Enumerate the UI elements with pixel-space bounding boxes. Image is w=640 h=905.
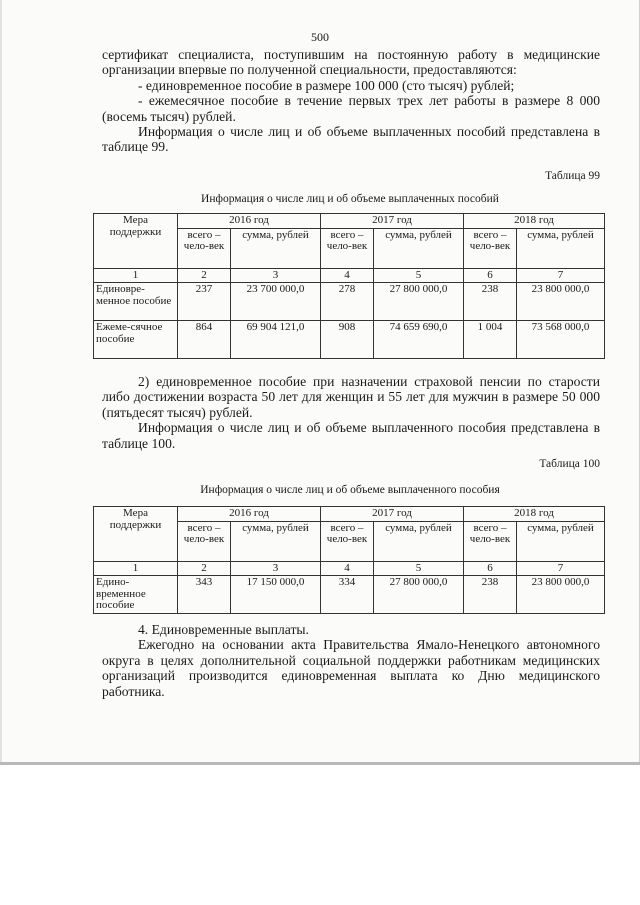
row-label: Ежеме-сячное пособие xyxy=(94,321,178,359)
table-header-row xyxy=(94,214,605,229)
header-year: 2018 год xyxy=(464,214,605,229)
subheader-sum: сумма, рублей xyxy=(231,228,321,268)
row-label: Едино-временное пособие xyxy=(94,576,178,614)
cell-sum: 23 800 000,0 xyxy=(517,576,605,614)
cell-count: 238 xyxy=(464,283,517,321)
header-year: 2018 год xyxy=(464,507,605,522)
table-100 xyxy=(93,506,605,614)
header-year: 2017 год xyxy=(321,214,464,229)
closing-section xyxy=(102,622,600,699)
col-number: 5 xyxy=(374,268,464,283)
cell-count: 237 xyxy=(178,283,231,321)
col-number: 2 xyxy=(178,561,231,576)
col-number: 7 xyxy=(517,561,605,576)
subheader-count: всего – чело-век xyxy=(321,228,374,268)
table-row xyxy=(94,576,605,614)
subheader-sum: сумма, рублей xyxy=(231,521,321,561)
col-number: 5 xyxy=(374,561,464,576)
table-header-row xyxy=(94,507,605,522)
cell-sum: 17 150 000,0 xyxy=(231,576,321,614)
cell-sum: 27 800 000,0 xyxy=(374,576,464,614)
cell-count: 1 004 xyxy=(464,321,517,359)
table-row xyxy=(94,283,605,321)
bullet-monthly: - ежемесячное пособие в течение первых трех лет работы в размере 8 000 (восемь тысяч) рублей. xyxy=(102,93,600,124)
middle-section xyxy=(102,374,600,451)
subheader-sum: сумма, рублей xyxy=(517,521,605,561)
table99-caption: Таблица 99 xyxy=(545,170,600,182)
cell-count: 334 xyxy=(321,576,374,614)
section-heading: 4. Единовременные выплаты. xyxy=(138,622,309,637)
cell-sum: 74 659 690,0 xyxy=(374,321,464,359)
cell-count: 343 xyxy=(178,576,231,614)
col-number: 7 xyxy=(517,268,605,283)
table99-title: Информация о числе лиц и об объеме выплаченных пособий xyxy=(201,193,499,205)
subheader-sum: сумма, рублей xyxy=(517,228,605,268)
cell-count: 238 xyxy=(464,576,517,614)
header-year: 2017 год xyxy=(321,507,464,522)
cell-sum: 73 568 000,0 xyxy=(517,321,605,359)
cell-count: 908 xyxy=(321,321,374,359)
intro-paragraph: сертификат специалиста, поступившим на постоянную работу в медицинские организации впервые по полученной специальности, предоставляются: xyxy=(102,47,600,78)
col-number: 3 xyxy=(231,561,321,576)
subheader-count: всего – чело-век xyxy=(321,521,374,561)
col-number: 3 xyxy=(231,268,321,283)
col-number: 2 xyxy=(178,268,231,283)
column-number-row xyxy=(94,561,605,576)
col-number: 1 xyxy=(94,268,178,283)
subheader-count: всего – чело-век xyxy=(178,521,231,561)
pension-paragraph: 2) единовременное пособие при назначении страховой пенсии по старости либо достижении возраста 50 лет для женщин и 55 лет для мужчин в размере 50 000 (пятьдесят тысяч) рублей. xyxy=(102,374,600,420)
col-number: 4 xyxy=(321,268,374,283)
subheader-count: всего – чело-век xyxy=(464,521,517,561)
cell-sum: 69 904 121,0 xyxy=(231,321,321,359)
header-year: 2016 год xyxy=(178,214,321,229)
bullet-lump-sum: - единовременное пособие в размере 100 000 (сто тысяч) рублей; xyxy=(138,77,515,93)
col-number: 1 xyxy=(94,561,178,576)
cell-count: 278 xyxy=(321,283,374,321)
col-number: 4 xyxy=(321,561,374,576)
info-paragraph-99: Информация о числе лиц и об объеме выплаченных пособий представлена в таблице 99. xyxy=(102,124,600,155)
page-number: 500 xyxy=(311,30,329,44)
intro-section xyxy=(102,47,600,155)
header-measure: Мера поддержки xyxy=(94,214,178,269)
table-99 xyxy=(93,213,605,359)
closing-paragraph: Ежегодно на основании акта Правительства Ямало-Ненецкого автономного округа в целях дополнительной социальной поддержки работникам медицинских организаций производится единовременная выплата ко Дню медицинского работника. xyxy=(102,637,600,699)
cell-count: 864 xyxy=(178,321,231,359)
table-row xyxy=(94,321,605,359)
info-paragraph-100: Информация о числе лиц и об объеме выплаченного пособия представлена в таблице 100. xyxy=(102,420,600,451)
header-year: 2016 год xyxy=(178,507,321,522)
col-number: 6 xyxy=(464,561,517,576)
cell-sum: 27 800 000,0 xyxy=(374,283,464,321)
table100-title: Информация о числе лиц и об объеме выплаченного пособия xyxy=(200,484,500,496)
subheader-count: всего – чело-век xyxy=(178,228,231,268)
row-label: Единовре-менное пособие xyxy=(94,283,178,321)
table100-caption: Таблица 100 xyxy=(539,458,600,470)
col-number: 6 xyxy=(464,268,517,283)
cell-sum: 23 700 000,0 xyxy=(231,283,321,321)
header-measure: Мера поддержки xyxy=(94,507,178,562)
column-number-row xyxy=(94,268,605,283)
subheader-sum: сумма, рублей xyxy=(374,521,464,561)
cell-sum: 23 800 000,0 xyxy=(517,283,605,321)
subheader-sum: сумма, рублей xyxy=(374,228,464,268)
subheader-count: всего – чело-век xyxy=(464,228,517,268)
